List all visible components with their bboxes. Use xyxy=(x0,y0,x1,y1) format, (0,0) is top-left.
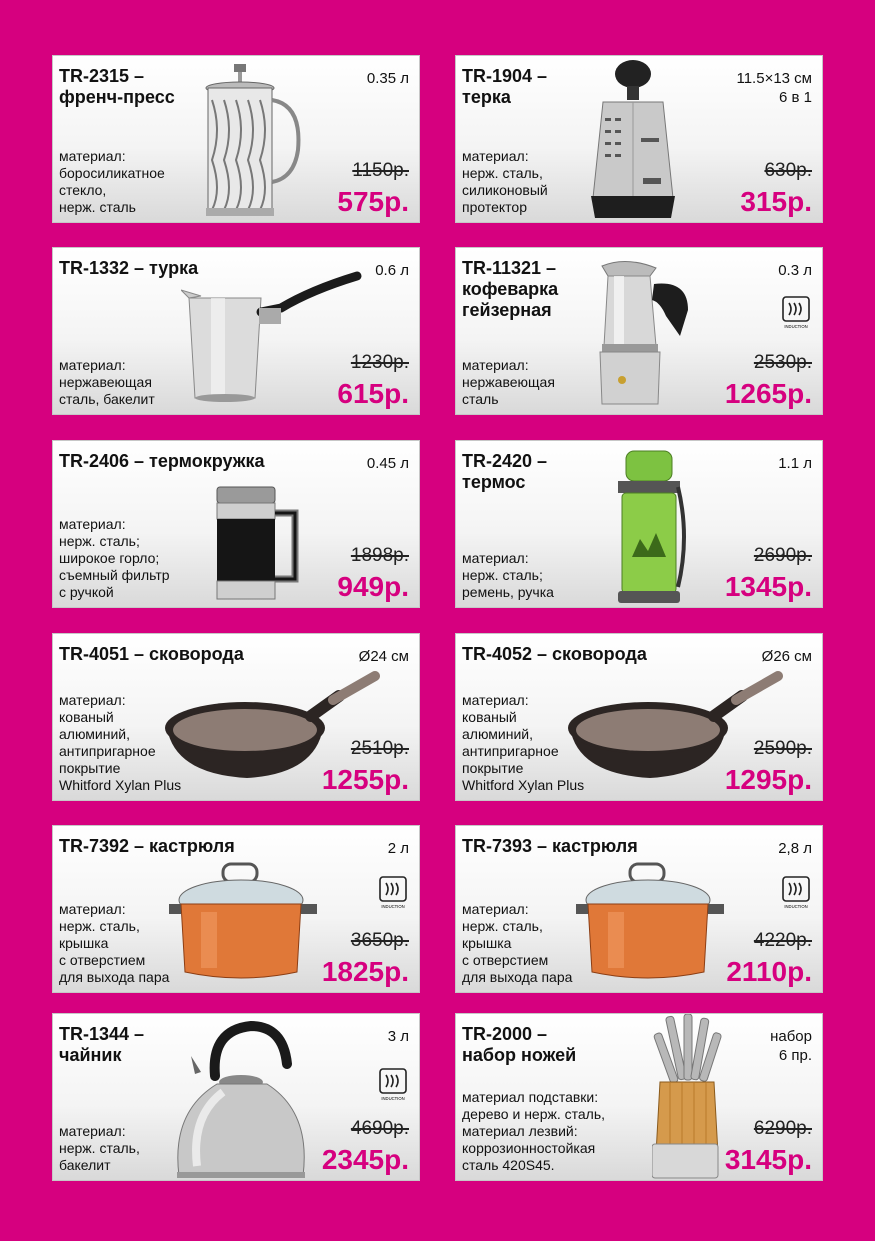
svg-text:INDUCTION: INDUCTION xyxy=(784,324,808,329)
sale-price: 1345р. xyxy=(724,571,812,602)
product-material: материал: боросиликатное стекло, нерж. сталь xyxy=(59,148,165,215)
product-material: материал: кованый алюминий, антипригарное покрытие Whitford Xylan Plus xyxy=(59,692,182,793)
product-material: материал: нерж. сталь; ремень, ручка xyxy=(462,550,554,600)
sale-price: 1255р. xyxy=(321,764,409,795)
product-title: TR-7392 – кастрюля xyxy=(59,836,235,856)
induction-icon xyxy=(379,1068,407,1102)
saucepan-icon xyxy=(568,860,748,990)
old-price: 3650р. xyxy=(350,930,409,951)
sale-price: 615р. xyxy=(337,378,409,409)
product-size: 0.35 л xyxy=(366,70,409,87)
induction-icon xyxy=(782,296,810,330)
product-card xyxy=(455,55,823,223)
product-card xyxy=(52,633,420,801)
product-material: материал: нерж. сталь, силиконовый протектор xyxy=(462,148,548,215)
product-card xyxy=(455,247,823,415)
french-press-icon xyxy=(198,60,308,220)
grater-icon xyxy=(581,58,681,222)
product-material: материал: нерж. сталь, бакелит xyxy=(59,1123,140,1173)
product-size: 0.6 л xyxy=(375,262,409,279)
product-title: TR-1904 – терка xyxy=(462,66,548,107)
sale-price: 3145р. xyxy=(724,1144,812,1175)
induction-icon xyxy=(379,876,407,910)
product-title: TR-4052 – сковорода xyxy=(462,644,647,664)
product-title: TR-2315 – френч-пресс xyxy=(59,66,175,107)
sale-price: 1295р. xyxy=(724,764,812,795)
svg-text:INDUCTION: INDUCTION xyxy=(381,904,405,909)
product-material: материал: нержавеющая сталь, бакелит xyxy=(59,357,155,407)
knife-set-icon xyxy=(652,1014,730,1181)
product-title: TR-1344 – чайник xyxy=(59,1024,145,1065)
product-size: 0.3 л xyxy=(778,262,812,279)
old-price: 4690р. xyxy=(350,1118,409,1139)
product-card xyxy=(52,440,420,608)
product-card xyxy=(455,440,823,608)
product-material: материал: кованый алюминий, антипригарное покрытие Whitford Xylan Plus xyxy=(462,692,585,793)
kettle-icon xyxy=(171,1016,311,1180)
svg-text:INDUCTION: INDUCTION xyxy=(381,1096,405,1101)
product-card xyxy=(52,55,420,223)
product-size: 2 л xyxy=(387,840,409,857)
saucepan-icon xyxy=(161,860,341,990)
product-title: TR-2406 – термокружка xyxy=(59,451,265,471)
sale-price: 1825р. xyxy=(321,956,409,987)
product-card xyxy=(455,1013,823,1181)
product-material: материал: нерж. сталь, крышка с отверстием для выхода пара xyxy=(462,901,573,985)
induction-icon xyxy=(782,876,810,910)
product-card xyxy=(455,633,823,801)
sale-price: 2345р. xyxy=(321,1144,409,1175)
product-size: 11.5×13 см 6 в 1 xyxy=(736,70,812,106)
product-material: материал: нерж. сталь; широкое горло; съемный фильтр с ручкой xyxy=(59,516,170,600)
old-price: 2530р. xyxy=(753,352,812,373)
product-material: материал: нерж. сталь, крышка с отверстием для выхода пара xyxy=(59,901,170,985)
moka-pot-icon xyxy=(596,256,716,414)
sale-price: 2110р. xyxy=(726,956,812,987)
thermos-icon xyxy=(614,447,694,607)
old-price: 6290р. xyxy=(753,1118,812,1139)
product-title: TR-4051 – сковорода xyxy=(59,644,244,664)
product-card xyxy=(52,825,420,993)
old-price: 2590р. xyxy=(753,738,812,759)
old-price: 630р. xyxy=(764,160,812,181)
svg-text:INDUCTION: INDUCTION xyxy=(784,904,808,909)
product-size: Ø26 см xyxy=(761,648,812,665)
old-price: 1150р. xyxy=(352,160,409,181)
old-price: 2690р. xyxy=(753,545,812,566)
thermo-mug-icon xyxy=(211,483,307,605)
product-card xyxy=(455,825,823,993)
product-size: Ø24 см xyxy=(358,648,409,665)
old-price: 1898р. xyxy=(350,545,409,566)
product-material: материал: нержавеющая сталь xyxy=(462,357,555,407)
product-title: TR-2000 – набор ножей xyxy=(462,1024,577,1065)
sale-price: 315р. xyxy=(740,186,812,217)
product-size: 0.45 л xyxy=(366,455,409,472)
product-title: TR-7393 – кастрюля xyxy=(462,836,638,856)
product-card xyxy=(52,247,420,415)
product-size: 2,8 л xyxy=(778,840,812,857)
product-title: TR-1332 – турка xyxy=(59,258,199,278)
product-material: материал подставки: дерево и нерж. сталь, материал лезвий: коррозионностойкая сталь 420S45. xyxy=(462,1089,606,1173)
old-price: 4220р. xyxy=(753,930,812,951)
product-size: 3 л xyxy=(387,1028,409,1045)
product-size: набор 6 пр. xyxy=(770,1028,812,1064)
old-price: 2510р. xyxy=(350,738,409,759)
product-card xyxy=(52,1013,420,1181)
product-title: TR-2420 – термос xyxy=(462,451,548,492)
product-title: TR-11321 – кофеварка гейзерная xyxy=(462,258,559,320)
sale-price: 949р. xyxy=(337,571,409,602)
sale-price: 1265р. xyxy=(724,378,812,409)
product-size: 1.1 л xyxy=(778,455,812,472)
old-price: 1230р. xyxy=(350,352,409,373)
sale-price: 575р. xyxy=(337,186,409,217)
